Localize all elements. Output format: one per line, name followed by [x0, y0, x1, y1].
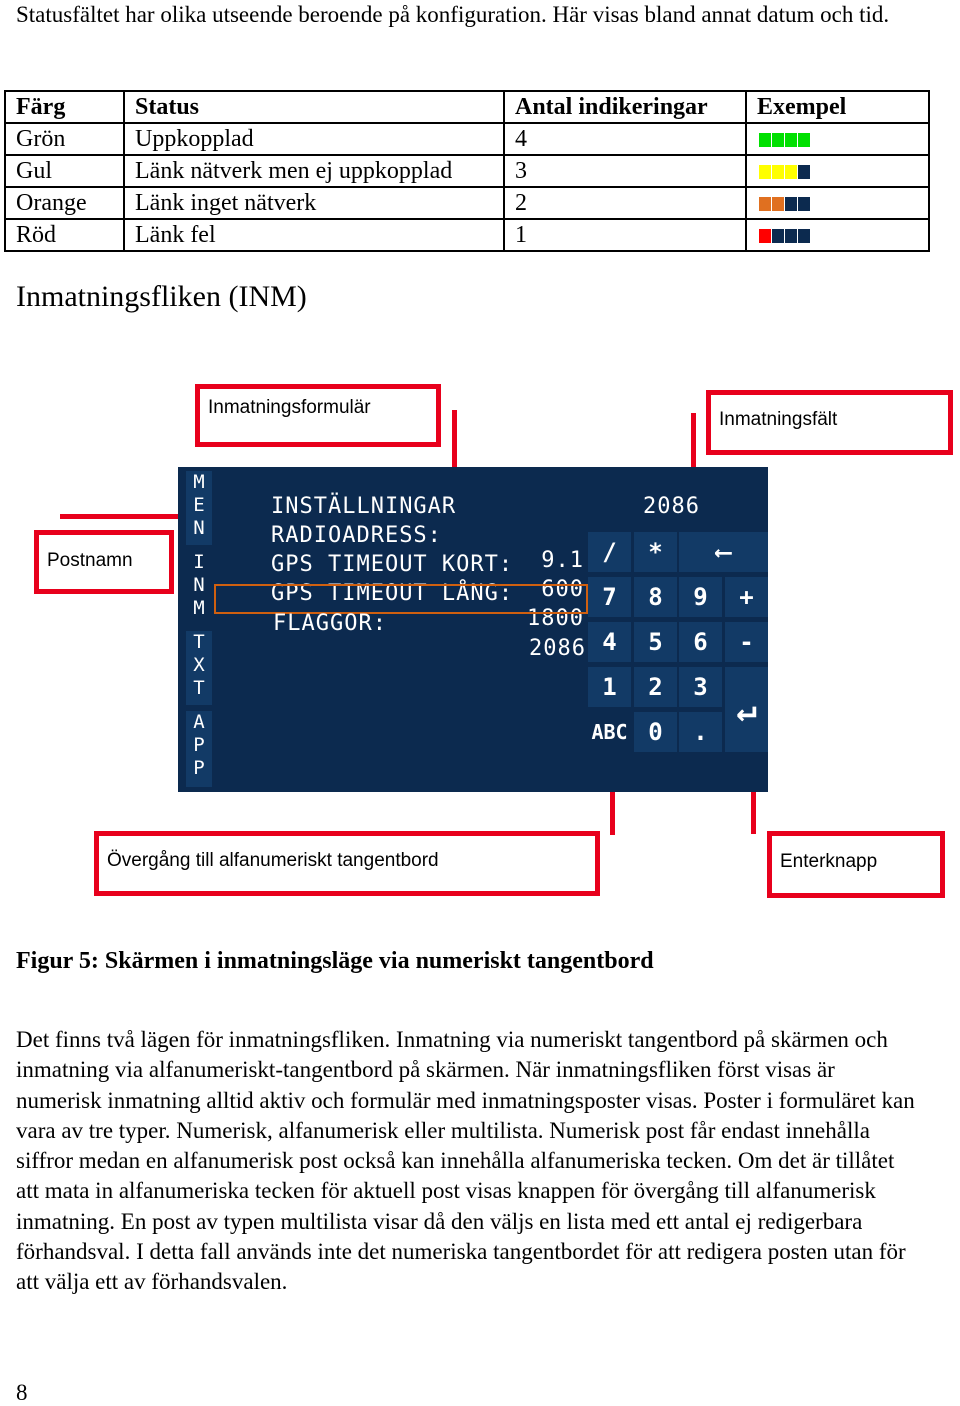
input-value: 2086: [642, 494, 700, 519]
form-field-value: 9.1: [541, 548, 584, 573]
indicator-segment: [772, 133, 784, 147]
key-button[interactable]: -: [725, 622, 768, 662]
form-field-value: 2086: [529, 636, 586, 661]
cell-color: Gul: [5, 155, 124, 187]
header-count: Antal indikeringar: [504, 91, 746, 123]
indicator-segment: [759, 165, 771, 179]
page-number: 8: [16, 1380, 28, 1405]
key-button[interactable]: /: [588, 532, 631, 572]
key-button[interactable]: 5: [634, 622, 677, 662]
key-button[interactable]: 6: [679, 622, 722, 662]
cell-status: Uppkopplad: [124, 123, 504, 155]
form-field-name: FLAGGOR:: [272, 611, 387, 636]
backspace-button[interactable]: ⟵: [679, 532, 768, 572]
form-field-name: GPS TIMEOUT LÅNG:: [270, 581, 514, 606]
cell-example: [746, 155, 929, 187]
alpha-keyboard-button[interactable]: ABC: [588, 712, 631, 752]
indicator-segment: [759, 229, 771, 243]
cell-count: 2: [504, 187, 746, 219]
key-button[interactable]: *: [634, 532, 677, 572]
figure-caption: Figur 5: Skärmen i inmatningsläge via numeriskt tangentbord: [16, 948, 654, 974]
key-button[interactable]: 9: [679, 577, 722, 617]
key-button[interactable]: 0: [634, 712, 677, 752]
signal-indicator: [759, 222, 811, 248]
cell-color: Orange: [5, 187, 124, 219]
table-header-row: [5, 91, 929, 123]
intro-text: Statusfältet har olika utseende beroende på konfiguration. Här visas bland annat datum och tid.: [16, 2, 890, 27]
cell-color: Grön: [5, 123, 124, 155]
indicator-segment: [798, 165, 810, 179]
indicator-segment: [785, 133, 797, 147]
indicator-segment: [798, 133, 810, 147]
table-row: [5, 187, 929, 219]
tab-men[interactable]: M E N: [186, 471, 212, 545]
cell-count: 1: [504, 219, 746, 251]
signal-indicator: [759, 126, 811, 152]
enter-button[interactable]: ↵: [725, 667, 768, 752]
key-button[interactable]: 2: [634, 667, 677, 707]
status-table: [4, 90, 930, 252]
table-row: [5, 155, 929, 187]
pointer-line-field: [691, 413, 696, 473]
indicator-segment: [772, 197, 784, 211]
callout-field: Inmatningsfält: [706, 390, 953, 455]
callout-form: Inmatningsformulär: [195, 384, 441, 447]
key-button[interactable]: 4: [588, 622, 631, 662]
tab-app[interactable]: A P P: [186, 711, 212, 787]
cell-example: [746, 123, 929, 155]
header-color: Färg: [5, 91, 124, 123]
form-field-name: INSTÄLLNINGAR: [270, 494, 457, 519]
form-field-name: GPS TIMEOUT KORT:: [270, 552, 514, 577]
callout-enter: Enterknapp: [767, 831, 945, 898]
cell-status: Länk inget nätverk: [124, 187, 504, 219]
cell-status: Länk fel: [124, 219, 504, 251]
indicator-segment: [798, 229, 810, 243]
cell-status: Länk nätverk men ej uppkopplad: [124, 155, 504, 187]
signal-indicator: [759, 190, 811, 216]
header-status: Status: [124, 91, 504, 123]
indicator-segment: [785, 197, 797, 211]
body-text: Det finns två lägen för inmatningsfliken. Inmatning via numeriskt tangentbord på skärmen och inmatning via alfanumeriskt-tangentbord på skärmen. När inmatningsfliken först visas är numerisk inmatning alltid aktiv och formulär med inmatningsposter visas. Poster i formuläret kan vara av tre typer. Numerisk, alfanumerisk eller multilista. Numerisk post får endast innehålla siffror medan en alfanumerisk post också kan innehålla alfanumeriska tecken. Om det är tillåtet att mata in alfanumeriska tecken för aktuell post visas knappen för övergång till alfanumerisk inmatning. En post av typen multilista visar då den väljs en lista med ett antal ej redigerbara förhandsval. I detta fall används inte det numeriska tangentbordet för att redigera posten utan för att välja ett av förhandsvalen.: [16, 1027, 915, 1295]
indicator-segment: [798, 197, 810, 211]
callout-alpha-switch: Övergång till alfanumeriskt tangentbord: [94, 831, 600, 896]
indicator-segment: [759, 133, 771, 147]
cell-example: [746, 187, 929, 219]
cell-color: Röd: [5, 219, 124, 251]
table-row: [5, 123, 929, 155]
form-field-value: 600: [541, 577, 584, 602]
indicator-segment: [785, 165, 797, 179]
callout-postname: Postnamn: [34, 530, 174, 594]
indicator-segment: [772, 165, 784, 179]
form-field-name: RADIOADRESS:: [270, 523, 442, 548]
section-heading: Inmatningsfliken (INM): [16, 280, 307, 313]
key-button[interactable]: .: [679, 712, 722, 752]
device-screen: [178, 467, 768, 792]
cell-example: [746, 219, 929, 251]
key-button[interactable]: 7: [588, 577, 631, 617]
cell-count: 3: [504, 155, 746, 187]
key-button[interactable]: 8: [634, 577, 677, 617]
signal-indicator: [759, 158, 811, 184]
header-example: Exempel: [746, 91, 929, 123]
cell-count: 4: [504, 123, 746, 155]
tab-inm[interactable]: I N M: [186, 551, 212, 625]
key-button[interactable]: +: [725, 577, 768, 617]
key-button[interactable]: 3: [679, 667, 722, 707]
form-field-value: 1800: [527, 606, 584, 631]
tab-txt[interactable]: T X T: [186, 631, 212, 705]
key-button[interactable]: 1: [588, 667, 631, 707]
indicator-segment: [772, 229, 784, 243]
indicator-segment: [759, 197, 771, 211]
table-row: [5, 219, 929, 251]
indicator-segment: [785, 229, 797, 243]
